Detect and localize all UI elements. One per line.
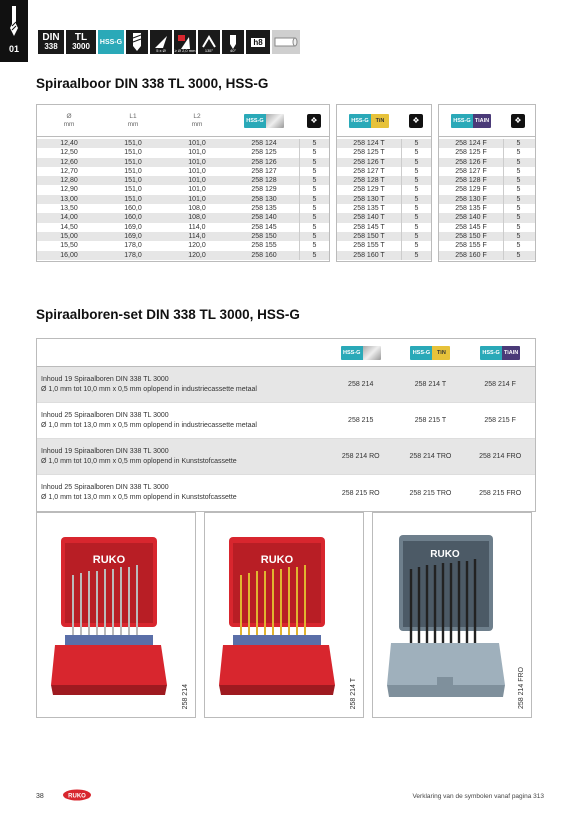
set-col-hss: HSS-G: [326, 346, 396, 360]
table-cell: 160,0: [124, 205, 142, 213]
col-l2: L2 mm: [191, 112, 203, 128]
set-desc-line1: Inhoud 25 Spiraalboren DIN 338 TL 3000: [41, 411, 169, 419]
table-row: [337, 158, 431, 167]
table-cell: 258 155 F: [455, 242, 487, 250]
table-row: [337, 139, 431, 148]
svg-text:RUKO: RUKO: [68, 793, 86, 800]
table-cell: 169,0: [124, 232, 142, 240]
set-art-tialn: 258 214 FRO: [479, 453, 522, 460]
table-cell: 5: [299, 232, 329, 241]
photo-code: 258 214 FRO: [518, 666, 525, 709]
product-photo-258214: [36, 512, 196, 718]
symbol-strip: [38, 30, 300, 54]
h8-symbol: [246, 30, 270, 54]
table-row: [37, 195, 329, 204]
table-cell: 5: [503, 185, 533, 194]
table-cell: 258 130 F: [455, 195, 487, 203]
table-cell: 178,0: [124, 251, 142, 259]
table-cell: 258 128 T: [353, 177, 385, 185]
table-cell: 5: [401, 232, 431, 241]
set-desc-line2: Ø 1,0 mm tot 10,0 mm x 0,5 mm oplopend in industriecassette metaal: [41, 385, 257, 393]
set-art-tin: 258 215 T: [414, 417, 447, 424]
set-art-tin: 258 215 TRO: [409, 489, 452, 497]
table-row: [337, 176, 431, 185]
table-cell: 101,0: [188, 158, 206, 166]
rows-tin: [337, 137, 431, 260]
set-art-tialn: 258 215 F: [484, 417, 516, 424]
table-row: [439, 148, 535, 157]
tin-badge: HSS-G TiN: [349, 114, 389, 128]
section-title-drill: Spiraalboor DIN 338 TL 3000, HSS-G: [36, 76, 269, 91]
table-cell: 258 140 F: [455, 214, 487, 222]
table-cell: 114,0: [188, 223, 206, 231]
table-cell: 258 130 T: [353, 195, 385, 203]
table-cell: 151,0: [124, 186, 142, 194]
table-row: [337, 251, 431, 260]
table-cell: 5: [503, 195, 533, 204]
set-desc-line1: Inhoud 25 Spiraalboren DIN 338 TL 3000: [41, 484, 169, 491]
table-row: [337, 167, 431, 176]
set-table: [36, 338, 536, 512]
angle-40-icon: [222, 30, 244, 54]
table-cell: 101,0: [188, 140, 206, 147]
table-cell: 151,0: [124, 158, 142, 166]
table-cell: 14,00: [60, 214, 78, 222]
red-metal-case-tin-image: [219, 535, 339, 705]
svg-text:RUKO: RUKO: [92, 554, 126, 566]
table-cell: 5: [401, 167, 431, 176]
table-cell: 5: [299, 251, 329, 260]
hss-symbol: HSS-G: [98, 30, 124, 54]
table-cell: 13,50: [60, 205, 78, 213]
table-cell: 5: [299, 204, 329, 213]
table-cell: 5: [299, 148, 329, 157]
cylinder-shank-icon: [272, 30, 300, 54]
table-cell: 12,70: [60, 167, 78, 175]
table-cell: 258 135 T: [353, 205, 385, 213]
table-cell: 13,00: [60, 195, 78, 203]
table-cell: 5: [299, 167, 329, 176]
set-description: [37, 411, 326, 431]
table-cell: 258 127 F: [455, 167, 487, 175]
svg-text:RUKO: RUKO: [430, 549, 460, 560]
table-cell: 5: [299, 139, 329, 148]
table-cell: 258 127 T: [353, 167, 385, 175]
table-cell: 114,0: [188, 232, 206, 240]
table-cell: 108,0: [188, 205, 206, 213]
col-diameter: Ø mm: [63, 112, 75, 128]
set-col-tialn: HSS-G TiAlN: [465, 346, 535, 360]
table-cell: 258 130: [251, 195, 277, 203]
set-row: [37, 367, 535, 403]
table-cell: 5: [299, 195, 329, 204]
table-cell: 258 155 T: [353, 242, 385, 250]
set-desc-line1: Inhoud 19 Spiraalboren DIN 338 TL 3000: [41, 375, 169, 383]
drill-bit-icon: [126, 30, 148, 54]
svg-text:RUKO: RUKO: [260, 554, 294, 566]
drill-table: [36, 104, 536, 262]
table-row: [337, 204, 431, 213]
table-header: [37, 105, 329, 137]
table-row: [439, 176, 535, 185]
table-cell: 5: [503, 204, 533, 213]
tl-label: TL: [74, 32, 88, 43]
table-cell: 5: [503, 176, 533, 185]
table-cell: 12,60: [60, 158, 78, 166]
table-cell: 258 150 F: [455, 232, 487, 240]
table-cell: 101,0: [188, 195, 206, 203]
chapter-number: 01: [8, 44, 19, 54]
set-art-hss: 258 215 RO: [341, 489, 380, 497]
col-art-tialn: [439, 114, 503, 128]
table-cell: 5: [503, 167, 533, 176]
set-desc-line1: Inhoud 19 Spiraalboren DIN 338 TL 3000: [41, 447, 169, 455]
table-row: [439, 204, 535, 213]
table-cell: 258 125 T: [353, 149, 385, 157]
product-photo-258214FRO: [372, 512, 532, 718]
table-panel-tialn: [438, 104, 536, 262]
tialn-badge: HSS-G TiAlN: [451, 114, 491, 128]
table-cell: 5: [299, 176, 329, 185]
table-cell: 258 160: [251, 251, 277, 259]
table-header-tin: [337, 105, 431, 137]
table-cell: 258 135 F: [455, 205, 487, 213]
package-icon: ❖: [511, 114, 525, 128]
table-cell: 5: [401, 241, 431, 250]
table-cell: 101,0: [188, 167, 206, 175]
col-l1: L1 mm: [127, 112, 139, 128]
table-cell: 5: [401, 204, 431, 213]
photo-code: 258 214 T: [350, 677, 357, 709]
drill-tip-icon: [150, 30, 172, 54]
table-cell: 258 135: [251, 205, 277, 213]
package-icon: ❖: [307, 114, 321, 128]
table-cell: 258 126 F: [455, 158, 487, 166]
table-cell: 258 145 T: [353, 223, 385, 231]
table-cell: 258 126 T: [353, 158, 385, 166]
set-art-hss: 258 214 RO: [341, 453, 380, 460]
table-row: [37, 241, 329, 250]
hss-badge: HSS-G: [244, 114, 284, 128]
table-row: [337, 241, 431, 250]
table-cell: 5: [503, 232, 533, 241]
table-cell: 5: [401, 251, 431, 260]
din-label: DIN: [42, 32, 60, 43]
table-cell: 5: [401, 185, 431, 194]
col-qty-tialn: [503, 114, 533, 128]
set-row: [37, 439, 535, 475]
table-cell: 5: [401, 213, 431, 222]
col-art-tin: [337, 114, 401, 128]
table-row: [37, 139, 329, 148]
table-cell: 258 124 T: [353, 140, 385, 147]
table-row: [439, 251, 535, 260]
table-row: [337, 195, 431, 204]
table-cell: 258 126: [251, 158, 277, 166]
table-cell: 258 160 F: [455, 251, 487, 259]
table-cell: 258 125 F: [455, 149, 487, 157]
table-row: [337, 148, 431, 157]
table-cell: 258 127: [251, 167, 277, 175]
table-cell: 5: [503, 251, 533, 260]
table-cell: 258 145 F: [455, 223, 487, 231]
table-cell: 120,0: [188, 251, 206, 259]
section-title-set: Spiraalboren-set DIN 338 TL 3000, HSS-G: [36, 307, 300, 322]
table-row: [37, 176, 329, 185]
angle-135-icon: [198, 30, 220, 54]
set-art-tin: 258 214 T: [414, 381, 447, 388]
table-cell: 15,00: [60, 232, 78, 240]
table-cell: 101,0: [188, 177, 206, 185]
set-art-tin: 258 214 TRO: [409, 453, 452, 460]
table-cell: 258 150 T: [353, 232, 385, 240]
table-cell: 258 129 F: [455, 186, 487, 194]
table-cell: 258 124: [251, 140, 277, 147]
red-metal-case-image: [51, 535, 171, 705]
table-cell: 5: [299, 185, 329, 194]
table-row: [439, 195, 535, 204]
table-cell: 258 150: [251, 232, 277, 240]
table-header-tialn: [439, 105, 535, 137]
table-panel-hss: [36, 104, 330, 262]
table-cell: 5: [401, 148, 431, 157]
rows-hss: [37, 137, 329, 260]
table-cell: 258 155: [251, 242, 277, 250]
set-desc-line2: Ø 1,0 mm tot 13,0 mm x 0,5 mm oplopend in industriecassette metaal: [41, 421, 257, 429]
table-row: [37, 223, 329, 232]
h8-label: h8: [253, 37, 263, 47]
table-row: [337, 223, 431, 232]
table-cell: 5: [299, 241, 329, 250]
set-desc-line2: Ø 1,0 mm tot 10,0 mm x 0,5 mm oplopend in Kunststofcassette: [41, 457, 237, 465]
table-cell: 258 128 F: [455, 177, 487, 185]
table-row: [37, 158, 329, 167]
table-row: [439, 158, 535, 167]
set-desc-line2: Ø 1,0 mm tot 13,0 mm x 0,5 mm oplopend in Kunststofcassette: [41, 494, 237, 501]
table-row: [337, 213, 431, 222]
table-row: [37, 213, 329, 222]
table-cell: 5: [299, 158, 329, 167]
table-row: [37, 167, 329, 176]
table-cell: 12,80: [60, 177, 78, 185]
photo-code: 258 214: [182, 683, 189, 709]
table-cell: 5: [401, 139, 431, 148]
set-art-hss: 258 215: [348, 417, 374, 424]
table-cell: 151,0: [124, 140, 142, 147]
table-cell: 258 145: [251, 223, 277, 231]
table-cell: 258 128: [251, 177, 277, 185]
table-cell: 258 125: [251, 149, 277, 157]
length-ratio-label: 5 x Ø: [156, 48, 166, 53]
table-cell: 12,40: [60, 140, 78, 147]
table-cell: 5: [401, 195, 431, 204]
table-cell: 5: [299, 223, 329, 232]
table-row: [439, 167, 535, 176]
table-panel-tin: [336, 104, 432, 262]
table-cell: 258 124 F: [455, 140, 487, 147]
set-art-tialn: 258 215 FRO: [479, 489, 522, 497]
table-cell: 15,50: [60, 242, 78, 250]
col-qty-tin: [401, 114, 431, 128]
table-cell: 151,0: [124, 167, 142, 175]
grey-plastic-case-image: [387, 535, 507, 705]
table-cell: 14,50: [60, 223, 78, 231]
table-row: [439, 213, 535, 222]
table-cell: 258 160 T: [353, 251, 385, 259]
product-photo-258214T: [204, 512, 364, 718]
ruko-logo: [62, 789, 92, 801]
table-cell: 5: [503, 223, 533, 232]
table-cell: 101,0: [188, 186, 206, 194]
set-table-header: [37, 339, 535, 367]
table-cell: 101,0: [188, 149, 206, 157]
table-cell: 258 129 T: [353, 186, 385, 194]
symbol-reference: Verklaring van de symbolen vanaf pagina 313: [412, 793, 544, 800]
table-row: [439, 241, 535, 250]
set-art-hss: 258 214: [348, 381, 374, 388]
table-cell: 12,50: [60, 149, 78, 157]
table-row: [439, 223, 535, 232]
set-description: [37, 447, 326, 467]
table-row: [337, 185, 431, 194]
table-cell: 12,90: [60, 186, 78, 194]
din-number: 338: [44, 42, 58, 51]
drill-icon: [8, 6, 20, 36]
split-point-label: ≥ Ø 2,0 mm: [174, 48, 196, 53]
col-art-hss: [229, 114, 299, 128]
table-cell: 5: [401, 223, 431, 232]
table-cell: 16,00: [60, 251, 78, 259]
set-col-tin: HSS-G TiN: [396, 346, 466, 360]
table-row: [37, 232, 329, 241]
set-rows: [37, 367, 535, 511]
table-cell: 258 140: [251, 214, 277, 222]
table-cell: 151,0: [124, 177, 142, 185]
table-row: [439, 232, 535, 241]
table-cell: 151,0: [124, 195, 142, 203]
angle-135-label: 135°: [204, 48, 214, 53]
table-cell: 108,0: [188, 214, 206, 222]
table-cell: 120,0: [188, 242, 206, 250]
din-symbol: [38, 30, 64, 54]
table-cell: 5: [401, 158, 431, 167]
rows-tialn: [439, 137, 535, 260]
table-row: [37, 204, 329, 213]
set-description: [37, 375, 326, 395]
set-art-tialn: 258 214 F: [484, 381, 516, 388]
set-row: [37, 475, 535, 511]
table-cell: 258 129: [251, 186, 277, 194]
table-row: [439, 139, 535, 148]
table-cell: 5: [503, 148, 533, 157]
table-cell: 169,0: [124, 223, 142, 231]
table-row: [37, 185, 329, 194]
set-row: [37, 403, 535, 439]
table-cell: 5: [299, 213, 329, 222]
col-qty: [299, 114, 329, 128]
set-description: [37, 483, 326, 503]
table-row: [37, 148, 329, 157]
table-cell: 5: [503, 158, 533, 167]
table-cell: 160,0: [124, 214, 142, 222]
tl-symbol: [66, 30, 96, 54]
table-cell: 5: [503, 241, 533, 250]
page-number: 38: [36, 793, 44, 800]
split-point-icon: [174, 30, 196, 54]
tl-number: 3000: [72, 42, 90, 51]
chapter-tab: [0, 0, 28, 62]
table-cell: 258 140 T: [353, 214, 385, 222]
table-row: [337, 232, 431, 241]
table-cell: 178,0: [124, 242, 142, 250]
table-row: [439, 185, 535, 194]
table-cell: 5: [401, 176, 431, 185]
table-cell: 5: [503, 139, 533, 148]
table-cell: 5: [503, 213, 533, 222]
package-icon: ❖: [409, 114, 423, 128]
table-row: [37, 251, 329, 260]
angle-40-label: 40°: [229, 48, 237, 53]
table-cell: 151,0: [124, 149, 142, 157]
